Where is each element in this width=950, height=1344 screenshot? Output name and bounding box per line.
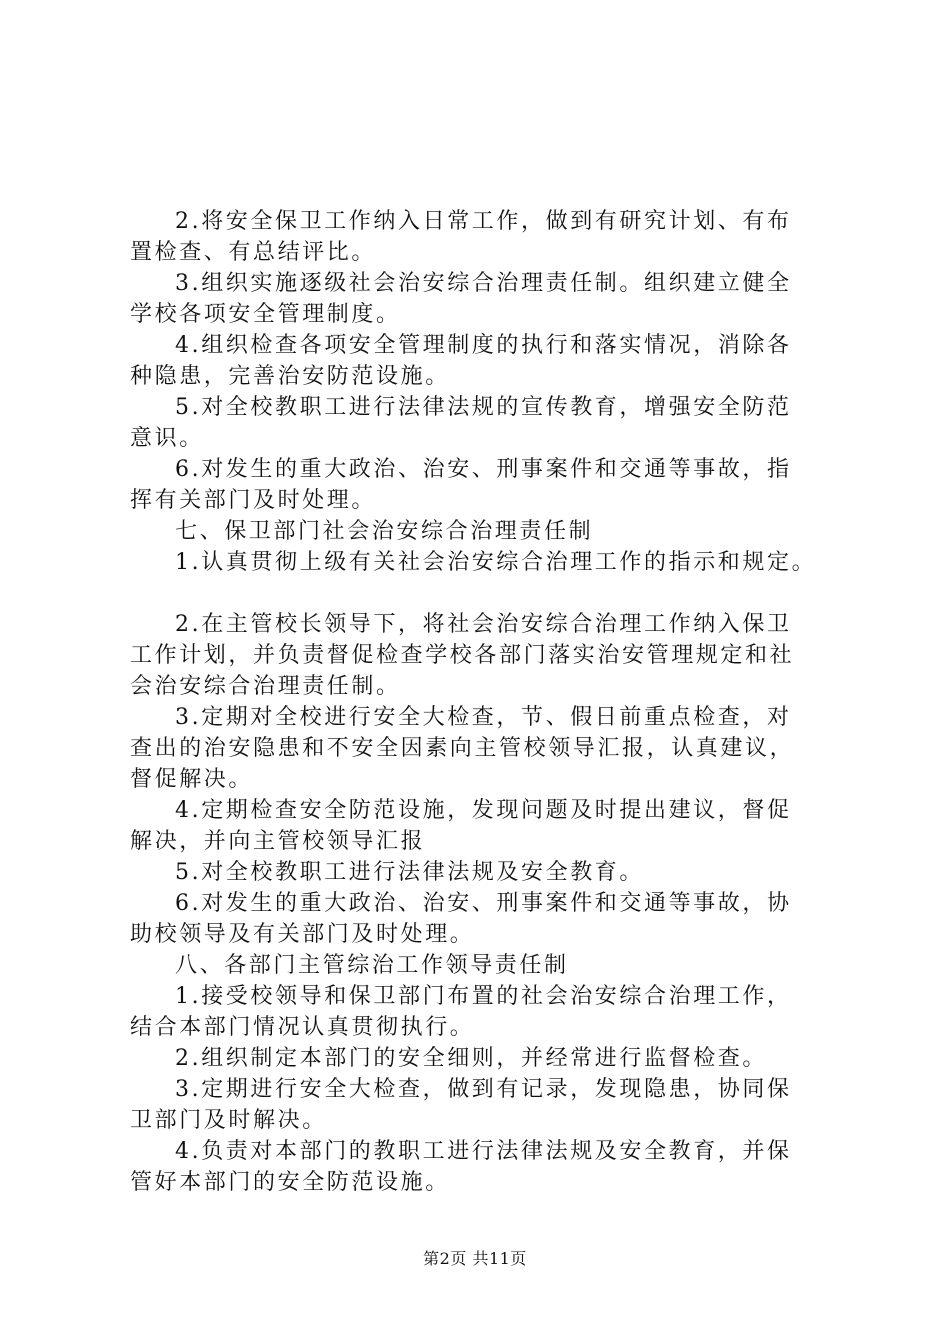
paragraph-line: 1.接受校领导和保卫部门布置的社会治安综合治理工作，	[175, 984, 792, 1009]
paragraph-line: 2.将安全保卫工作纳入日常工作，做到有研究计划、有布	[175, 209, 792, 234]
paragraph-line: 查出的治安隐患和不安全因素向主管校领导汇报，认真建议，	[130, 736, 795, 761]
paragraph-line: 管好本部门的安全防范设施。	[130, 1170, 450, 1195]
paragraph-line: 挥有关部门及时处理。	[130, 488, 377, 513]
paragraph-line: 卫部门及时解决。	[130, 1108, 327, 1133]
paragraph-line: 3.定期对全校进行安全大检查，节、假日前重点检查，对	[175, 705, 792, 730]
paragraph-line: 5.对全校教职工进行法律法规及安全教育。	[175, 860, 644, 885]
paragraph-line: 3.定期进行安全大检查，做到有记录，发现隐患，协同保	[175, 1077, 792, 1102]
paragraph-line: 3.组织实施逐级社会治安综合治理责任制。组织建立健全	[175, 271, 792, 296]
paragraph-line: 6.对发生的重大政治、治安、刑事案件和交通等事故，指	[175, 457, 792, 482]
document-body	[130, 206, 830, 1198]
page-number: 第2页 共11页	[423, 1249, 527, 1268]
paragraph-line: 种隐患，完善治安防范设施。	[130, 364, 450, 389]
paragraph-line: 5.对全校教职工进行法律法规的宣传教育，增强安全防范	[175, 395, 792, 420]
paragraph-line: 4.负责对本部门的教职工进行法律法规及安全教育，并保	[175, 1139, 792, 1164]
paragraph-line: 2.组织制定本部门的安全细则，并经常进行监督检查。	[175, 1046, 767, 1071]
paragraph-line: 意识。	[130, 426, 204, 451]
paragraph-line: 1.认真贯彻上级有关社会治安综合治理工作的指示和规定。	[175, 550, 817, 575]
paragraph-gap	[130, 578, 830, 609]
paragraph-line: 会治安综合治理责任制。	[130, 674, 401, 699]
paragraph-line: 4.定期检查安全防范设施，发现问题及时提出建议，督促	[175, 798, 792, 823]
paragraph-line: 学校各项安全管理制度。	[130, 302, 401, 327]
paragraph-line: 4.组织检查各项安全管理制度的执行和落实情况，消除各	[175, 333, 792, 358]
paragraph-line: 结合本部门情况认真贯彻执行。	[130, 1015, 475, 1040]
page-footer	[0, 1246, 950, 1269]
section-heading: 八、各部门主管综治工作领导责任制	[175, 953, 569, 978]
paragraph-line: 置检查、有总结评比。	[130, 240, 377, 265]
paragraph-line: 6.对发生的重大政治、治安、刑事案件和交通等事故，协	[175, 891, 792, 916]
paragraph-line: 工作计划，并负责督促检查学校各部门落实治安管理规定和社	[130, 643, 795, 668]
paragraph-line: 助校领导及有关部门及时处理。	[130, 922, 475, 947]
section-heading: 七、保卫部门社会治安综合治理责任制	[175, 519, 594, 544]
paragraph-line: 2.在主管校长领导下，将社会治安综合治理工作纳入保卫	[175, 612, 792, 637]
paragraph-line: 解决，并向主管校领导汇报	[130, 829, 426, 854]
paragraph-line: 督促解决。	[130, 767, 254, 792]
